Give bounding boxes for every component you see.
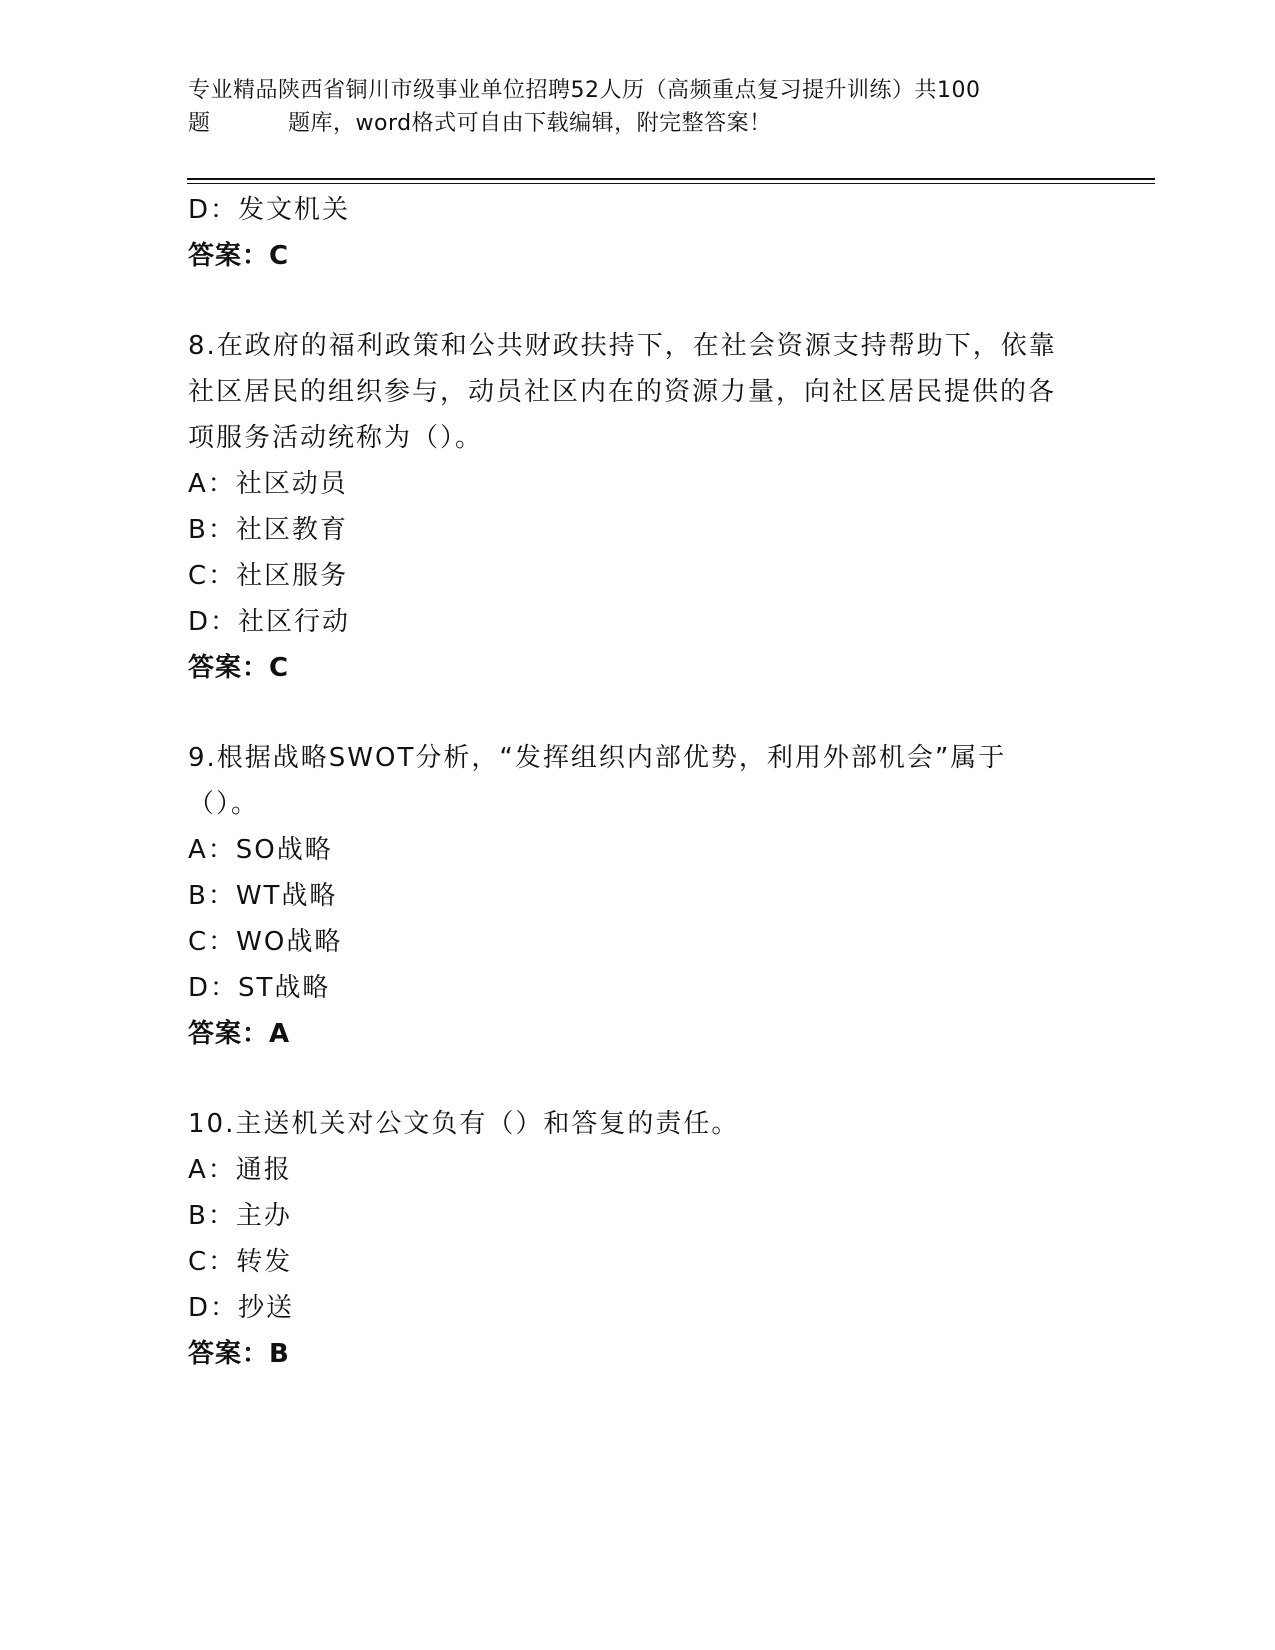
header-divider-thick <box>187 178 1155 180</box>
option-b: B：社区教育 <box>188 515 348 545</box>
question-block-8 <box>188 323 1088 691</box>
option-c: C：转发 <box>188 1247 293 1277</box>
header-title-line2-lead: 题 <box>188 111 211 136</box>
option-c: C：WO战略 <box>188 927 343 957</box>
header-title-line1: 专业精品陕西省铜川市级事业单位招聘52人历（高频重点复习提升训练）共100 <box>188 78 981 103</box>
option-c: C：社区服务 <box>188 561 349 591</box>
header-title-line2-rest: 题库，word格式可自由下载编辑，附完整答案！ <box>288 111 772 136</box>
spacer <box>188 279 1088 323</box>
header-divider-thin <box>187 183 1155 184</box>
page-header <box>188 74 1068 140</box>
continued-answer: 答案：C <box>188 241 290 271</box>
answer-line: 答案：A <box>188 1019 291 1049</box>
option-a: A：通报 <box>188 1155 292 1185</box>
question-content <box>188 187 1088 1377</box>
question-block-9 <box>188 735 1088 1057</box>
option-a: A：社区动员 <box>188 469 348 499</box>
option-b: B：WT战略 <box>188 881 338 911</box>
option-d: D：社区行动 <box>188 607 351 637</box>
question-block-10 <box>188 1101 1088 1377</box>
question-text: 9.根据战略SWOT分析，“发挥组织内部优势，利用外部机会”属于（）。 <box>188 743 1007 819</box>
option-d: D：抄送 <box>188 1293 295 1323</box>
spacer <box>188 1057 1088 1101</box>
header-title-line2 <box>188 107 1068 140</box>
continued-option-d: D：发文机关 <box>188 195 351 225</box>
answer-line: 答案：B <box>188 1339 290 1369</box>
question-text: 8.在政府的福利政策和公共财政扶持下，在社会资源支持帮助下，依靠社区居民的组织参与，动员社区内在的资源力量，向社区居民提供的各项服务活动统称为（）。 <box>188 331 1057 453</box>
answer-line: 答案：C <box>188 653 290 683</box>
spacer <box>188 691 1088 735</box>
question-text: 10.主送机关对公文负有（）和答复的责任。 <box>188 1109 740 1139</box>
option-a: A：SO战略 <box>188 835 333 865</box>
option-b: B：主办 <box>188 1201 292 1231</box>
option-d: D：ST战略 <box>188 973 331 1003</box>
